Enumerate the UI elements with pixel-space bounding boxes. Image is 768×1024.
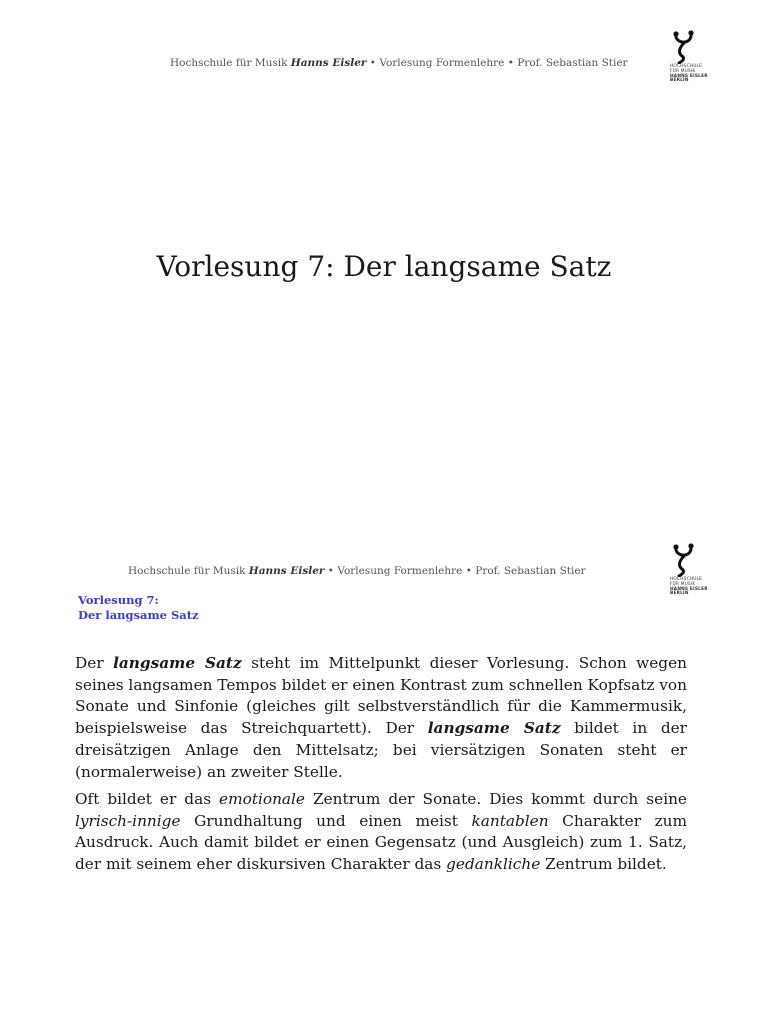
header-prefix: Hochschule für Musik bbox=[170, 57, 291, 69]
logo-line: HOCHSCHULE bbox=[670, 64, 703, 69]
text-run: Zentrum der Sonate. Dies kommt durch seine bbox=[304, 790, 687, 808]
logo-figure-icon bbox=[670, 541, 698, 577]
text-run: Charakter zum Ausdruck. Auch damit bildet er einen Gegensatz (und Ausgleich) zum 1. Satz, der mit seinem eher diskursiven Charakter das bbox=[75, 811, 687, 874]
emphasized-text: lyrisch-innige bbox=[75, 811, 181, 830]
text-run: Zentrum bildet. bbox=[540, 855, 667, 874]
logo-line: FÜR MUSIK bbox=[670, 68, 696, 74]
header-suffix: • Vorlesung Formenlehre • Prof. Sebastian Stier bbox=[366, 57, 628, 69]
school-logo bbox=[670, 28, 718, 92]
text-run: bildet in der dreisätzigen Anlage den Mittelsatz; bei viersätzigen Sonaten steht er (normalerweise) an zweiter Stelle. bbox=[75, 719, 687, 781]
logo-line: HOCHSCHULE bbox=[670, 577, 703, 582]
body-paragraph bbox=[75, 789, 687, 876]
section-heading-line: Der langsame Satz bbox=[78, 608, 199, 622]
emphasized-text: kantablen bbox=[471, 811, 549, 830]
emphasized-text: langsame Satz bbox=[113, 654, 242, 672]
logo-line: FÜR MUSIK bbox=[670, 581, 696, 587]
body-paragraph bbox=[75, 653, 687, 783]
logo-line: BERLIN bbox=[670, 591, 689, 597]
section-heading bbox=[78, 593, 199, 623]
text-run: steht im Mittelpunkt dieser Vorlesung. Schon wegen seines langsamen Tempos bildet er einen Kontrast zum schnellen Kopfsatz von Sonate und Sinfonie (gleiches gilt selbstverständlich für die Kammermusik, beispielsweise das Streichquartett). Der bbox=[75, 654, 687, 738]
header-prefix: Hochschule für Musik bbox=[128, 565, 249, 577]
logo-figure-icon bbox=[670, 28, 698, 64]
section-heading-line: Vorlesung 7: bbox=[78, 593, 159, 607]
emphasized-text: gedankliche bbox=[446, 855, 541, 874]
text-run: Der bbox=[75, 654, 114, 672]
logo-wordmark bbox=[670, 578, 718, 597]
page-header bbox=[170, 57, 628, 69]
school-logo bbox=[670, 541, 718, 605]
logo-line: HANNS EISLER bbox=[670, 586, 708, 592]
page-header bbox=[128, 565, 586, 577]
header-suffix: • Vorlesung Formenlehre • Prof. Sebastian Stier bbox=[324, 565, 586, 577]
text-run: Oft bildet er das bbox=[75, 790, 220, 808]
page-title: Vorlesung 7: Der langsame Satz bbox=[156, 250, 612, 283]
logo-line: HANNS EISLER bbox=[670, 73, 708, 79]
header-school-name: Hanns Eisler bbox=[290, 57, 367, 69]
emphasized-text: emotionale bbox=[219, 790, 305, 808]
text-run: Grundhaltung und einen meist bbox=[180, 811, 472, 830]
emphasized-text: langsame Satz bbox=[427, 719, 561, 738]
logo-wordmark bbox=[670, 65, 718, 84]
logo-line: BERLIN bbox=[670, 78, 689, 84]
header-school-name: Hanns Eisler bbox=[248, 565, 325, 577]
